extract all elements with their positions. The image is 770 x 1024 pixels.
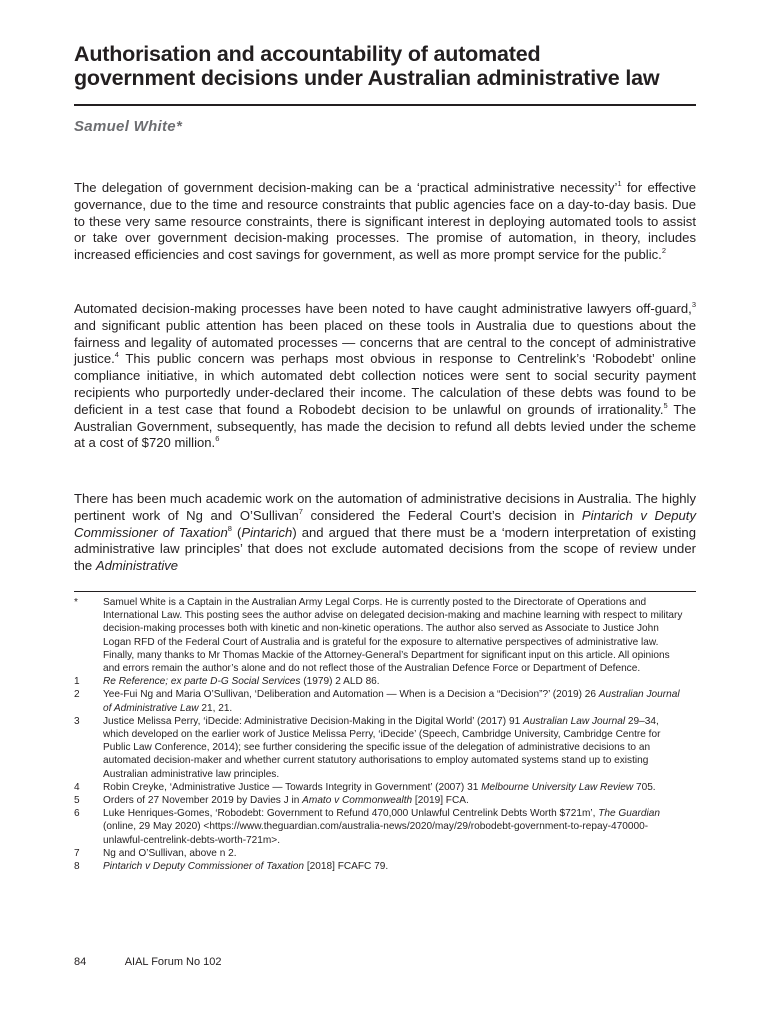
author-name: Samuel White* bbox=[74, 118, 183, 135]
title-line-1: Authorisation and accountability of automated bbox=[74, 42, 541, 66]
guardian-url[interactable]: (online, 29 May 2020) <https://www.theguardian.com/australia-news/2020/may/29/robodebt-government-to-repay-470000-unlawful-centrelink-debts-worth-721m>. bbox=[103, 821, 649, 846]
footnote-ref-3[interactable]: 3 bbox=[691, 300, 696, 309]
footnote-3: 3 Justice Melissa Perry, ‘iDecide: Administrative Decision-Making in the Digital World’ (2017) 91 Australian Law Journal 29–34, which developed on the earlier work of Justice Melissa Perry, ‘iDecide’ (Speech, Cambridge University, Cambridge Centre for Public Law Conference, 2014); see further considering the specific issue of the delegation of administrative decisions to an automated decision-maker and whether current statutory authorisations to employ automated systems stand up to existing Australian administrative law principles. bbox=[74, 715, 661, 780]
footnote-ref-1[interactable]: 1 bbox=[617, 179, 622, 188]
journal-name: AIAL Forum No 102 bbox=[124, 956, 222, 968]
case-name: Pintarich v Deputy Commissioner of Taxation bbox=[74, 507, 696, 540]
footnote-star: * Samuel White is a Captain in the Australian Army Legal Corps. He is currently posted to the Directorate of Operations and International Law. This posting sees the author advise on delegated decision-making and machine learning with respect to military decision-making processes both with kinetic and non-kinetic operations. The author also served as Associate to Justice John Logan RFD of the Federal Court of Australia and is grateful for the exposure to alternative perspectives of administrative law. Finally, many thanks to Mr Thomas Mackie of the Attorney-General’s Department for significant input on this article. All opinions and errors remain the author’s alone and do not reflect those of the Australian Defence Force or Department of Defence. bbox=[74, 597, 683, 675]
paragraph-2: Automated decision-making processes have been noted to have caught administrative lawyers off-guard,$^3$ and significant public attention has been placed on these tools in Australia due to questions about the fairness and legality of automated processes — concerns that are central to the concept of administrative justice.$^4$ This public concern was perhaps most obvious in response to Centrelink’s ‘Robodebt’ online compliance initiative, in which automated debt collection notices were sent to social security payment recipients who purportedly under-declared their income. The calculation of these debts was found to be deficient in a test case that found a Robodebt decision to be unlawful on grounds of irrationality.$^5$ The Australian Government, subsequently, has made the decision to refund all debts levied under the scheme at a cost of $720 million.$^6$ bbox=[74, 300, 696, 451]
footnote-rule bbox=[74, 591, 696, 592]
footnote-ref-2[interactable]: 2 bbox=[661, 246, 666, 256]
footnote-8: 8 Pintarich v Deputy Commissioner of Taxation [2018] FCAFC 79. bbox=[74, 861, 389, 873]
footnote-1: 1 Re Reference; ex parte D-G Social Services (1979) 2 ALD 86. bbox=[74, 676, 380, 688]
page-footer bbox=[74, 956, 258, 968]
page-number: 84 bbox=[74, 956, 87, 968]
footnote-6: 6 Luke Henriques-Gomes, ‘Robodebt: Government to Refund 470,000 Unlawful Centrelink Debts Worth $721m’, The Guardian (online, 29 May 2020) <https://www.theguardian.com/australia-news/2020/may/29/robodebt-government-to-repay-470000-unlawful-centrelink-debts-worth-721m>. bbox=[74, 808, 660, 846]
footnote-ref-4[interactable]: 4 bbox=[114, 350, 119, 360]
footnote-7: 7 Ng and O’Sullivan, above n 2. bbox=[74, 847, 237, 859]
footnotes bbox=[74, 596, 696, 873]
title-rule bbox=[74, 104, 696, 106]
footnote-5: 5 Orders of 27 November 2019 by Davies J in Amato v Commonwealth [2019] FCA. bbox=[74, 795, 469, 807]
footnote-ref-6[interactable]: 6 bbox=[215, 434, 220, 444]
paragraph-1: The delegation of government decision-making can be a ‘practical administrative necessity’$^1$ for effective governance, due to the time and resource constraints that public agencies face on a day-to-day basis. Due to these very same resource constraints, there is significant interest in deploying automated tools to assist or take over government decision-making processes. The promise of automation, in theory, includes increased efficiencies and cost savings for government, as well as more prompt service for the public.$^2$ bbox=[74, 179, 696, 263]
footnote-ref-8[interactable]: 8 bbox=[227, 523, 232, 533]
title-line-2: government decisions under Australian administrative law bbox=[74, 66, 660, 90]
article-title bbox=[74, 42, 696, 90]
footnote-4: 4 Robin Creyke, ‘Administrative Justice — Towards Integrity in Government’ (2007) 31 Melbourne University Law Review 705. bbox=[74, 781, 656, 793]
footnote-ref-5[interactable]: 5 bbox=[663, 400, 668, 410]
footnote-2: 2 Yee-Fui Ng and Maria O’Sullivan, ‘Deliberation and Automation — When is a Decision a “Decision”?’ (2019) 26 Australian Journal of Administrative Law 21, 21. bbox=[74, 689, 680, 714]
paragraph-3: There has been much academic work on the automation of administrative decisions in Australia. The highly pertinent work of Ng and O’Sullivan$^7$ considered the Federal Court’s decision in Pintarich v Deputy Commissioner of Taxation$^8$ (Pintarich) and argued that there must be a ‘modern interpretation of existing administrative law principles’ that does not exclude automated decisions from the scope of review under the Administrative bbox=[74, 491, 696, 574]
footnote-ref-7[interactable]: 7 bbox=[298, 506, 303, 516]
